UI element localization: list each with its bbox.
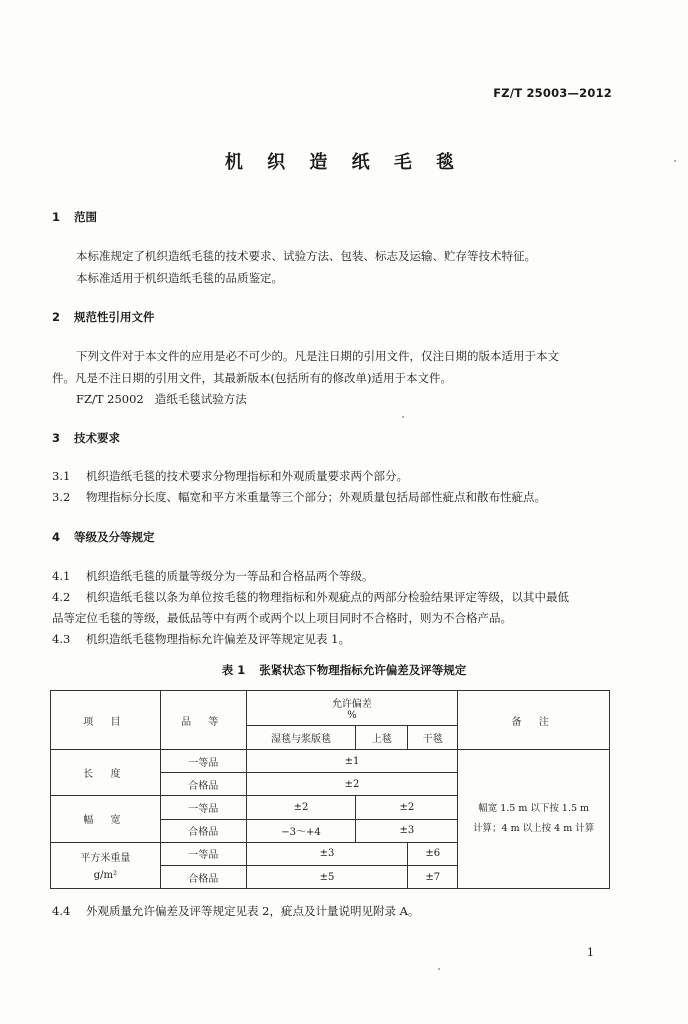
table-title: 张紧状态下物理指标允许偏差及评等规定: [259, 663, 467, 677]
clause-number: 4.1: [52, 569, 71, 583]
clause-text: 机织造纸毛毯物理指标允许偏差及评等规定见表 1。: [86, 632, 350, 646]
section-title: 规范性引用文件: [74, 310, 155, 324]
clause-4-1: [52, 568, 374, 584]
grade-cell: 合格品: [160, 866, 246, 889]
value-cell: ±6: [408, 842, 458, 866]
physical-index-table: [50, 690, 610, 889]
section-2-paragraph-line-1: 下列文件对于本文件的应用是必不可少的。凡是注日期的引用文件，仅注日期的版本适用于本文: [76, 349, 559, 363]
section-2-paragraph-line-2: 件。凡是不注日期的引用文件，其最新版本(包括所有的修改单)适用于本文件。: [52, 371, 452, 385]
scan-speck: [674, 160, 676, 162]
row-label-weight-unit: g/m²: [93, 870, 118, 882]
clause-text: 物理指标分长度、幅宽和平方米重量等三个部分；外观质量包括局部性疵点和散布性疵点。: [86, 490, 546, 504]
table-header-row: [51, 691, 610, 726]
clause-4-2: [52, 589, 569, 605]
value-cell: ±2: [246, 796, 356, 820]
section-1-paragraph-1: 本标准规定了机织造纸毛毯的技术要求、试验方法、包装、标志及运输、贮存等技术特征。: [76, 249, 536, 263]
clause-number: 4.3: [52, 632, 71, 646]
row-label-weight-line-1: 平方米重量: [80, 853, 131, 865]
document-title: 机 织 造 纸 毛 毯: [224, 152, 464, 173]
page-number: 1: [587, 946, 594, 959]
section-number: 3: [52, 431, 61, 445]
row-label-width: 幅 宽: [51, 796, 161, 843]
clause-text: 机织造纸毛毯以条为单位按毛毯的物理指标和外观疵点的两部分检验结果评定等级，以其中最低: [86, 590, 569, 604]
grade-cell: 一等品: [160, 842, 246, 866]
grade-cell: 一等品: [160, 796, 246, 820]
clause-number: 3.1: [52, 469, 71, 483]
header-top-felt: 上毯: [356, 726, 408, 750]
section-3-heading: [52, 430, 120, 446]
header-tolerance-label: 允许偏差: [331, 699, 372, 710]
section-4-heading: [52, 529, 155, 545]
section-1-heading: [52, 209, 97, 225]
header-dryer-felt: 干毯: [408, 726, 458, 750]
clause-text: 外观质量允许偏差及评等规定见表 2，疵点及计量说明见附录 A。: [86, 904, 420, 918]
table-1-caption: [0, 662, 688, 678]
row-label-length: 长 度: [51, 750, 161, 796]
header-tolerance: [246, 691, 458, 726]
header-item: 项 目: [51, 691, 161, 750]
section-title: 等级及分等规定: [74, 530, 155, 544]
section-1-paragraph-2: 本标准适用于机织造纸毛毯的品质鉴定。: [76, 271, 283, 285]
value-cell: ±5: [246, 866, 408, 889]
section-2-heading: [52, 309, 155, 325]
clause-3-1: [52, 468, 408, 484]
value-cell: ±3: [356, 819, 458, 842]
clause-number: 3.2: [52, 490, 71, 504]
section-number: 2: [52, 310, 61, 324]
row-label-weight: [51, 842, 161, 889]
section-title: 技术要求: [74, 431, 120, 445]
header-grade: 品 等: [160, 691, 246, 750]
value-cell: ±7: [408, 866, 458, 889]
clause-3-2: [52, 489, 546, 505]
clause-number: 4.4: [52, 904, 71, 918]
remark-line-1: 幅宽 1.5 m 以下按 1.5 m: [478, 803, 590, 814]
section-number: 4: [52, 530, 61, 544]
table-row: [51, 750, 610, 773]
section-title: 范围: [74, 210, 97, 224]
value-cell: ±2: [356, 796, 458, 820]
grade-cell: 合格品: [160, 773, 246, 796]
header-wet-and-pulp-felt: 湿毯与浆版毯: [246, 726, 356, 750]
grade-cell: 一等品: [160, 750, 246, 773]
remark-cell: [458, 750, 610, 889]
header-tolerance-unit: %: [347, 710, 357, 721]
scan-speck: [402, 416, 404, 418]
value-cell: ±1: [246, 750, 458, 773]
section-number: 1: [52, 210, 61, 224]
normative-reference: FZ/T 25002 造纸毛毯试验方法: [76, 392, 247, 406]
value-cell: −3～+4: [246, 819, 356, 842]
scan-speck: [438, 968, 440, 970]
header-remark: 备 注: [458, 691, 610, 750]
grade-cell: 合格品: [160, 819, 246, 842]
clause-number: 4.2: [52, 590, 71, 604]
table-number: 表 1: [221, 663, 246, 677]
clause-text: 机织造纸毛毯的技术要求分物理指标和外观质量要求两个部分。: [86, 469, 408, 483]
clause-4-4: [52, 903, 419, 919]
clause-4-3: [52, 631, 350, 647]
clause-text: 机织造纸毛毯的质量等级分为一等品和合格品两个等级。: [86, 569, 374, 583]
standard-number: FZ/T 25003—2012: [493, 86, 612, 100]
value-cell: ±3: [246, 842, 408, 866]
value-cell: ±2: [246, 773, 458, 796]
clause-4-2-continuation: 品等定位毛毯的等级，最低品等中有两个或两个以上项目同时不合格时，则为不合格产品。: [52, 611, 512, 625]
remark-line-2: 计算；4 m 以上按 4 m 计算: [473, 823, 595, 834]
